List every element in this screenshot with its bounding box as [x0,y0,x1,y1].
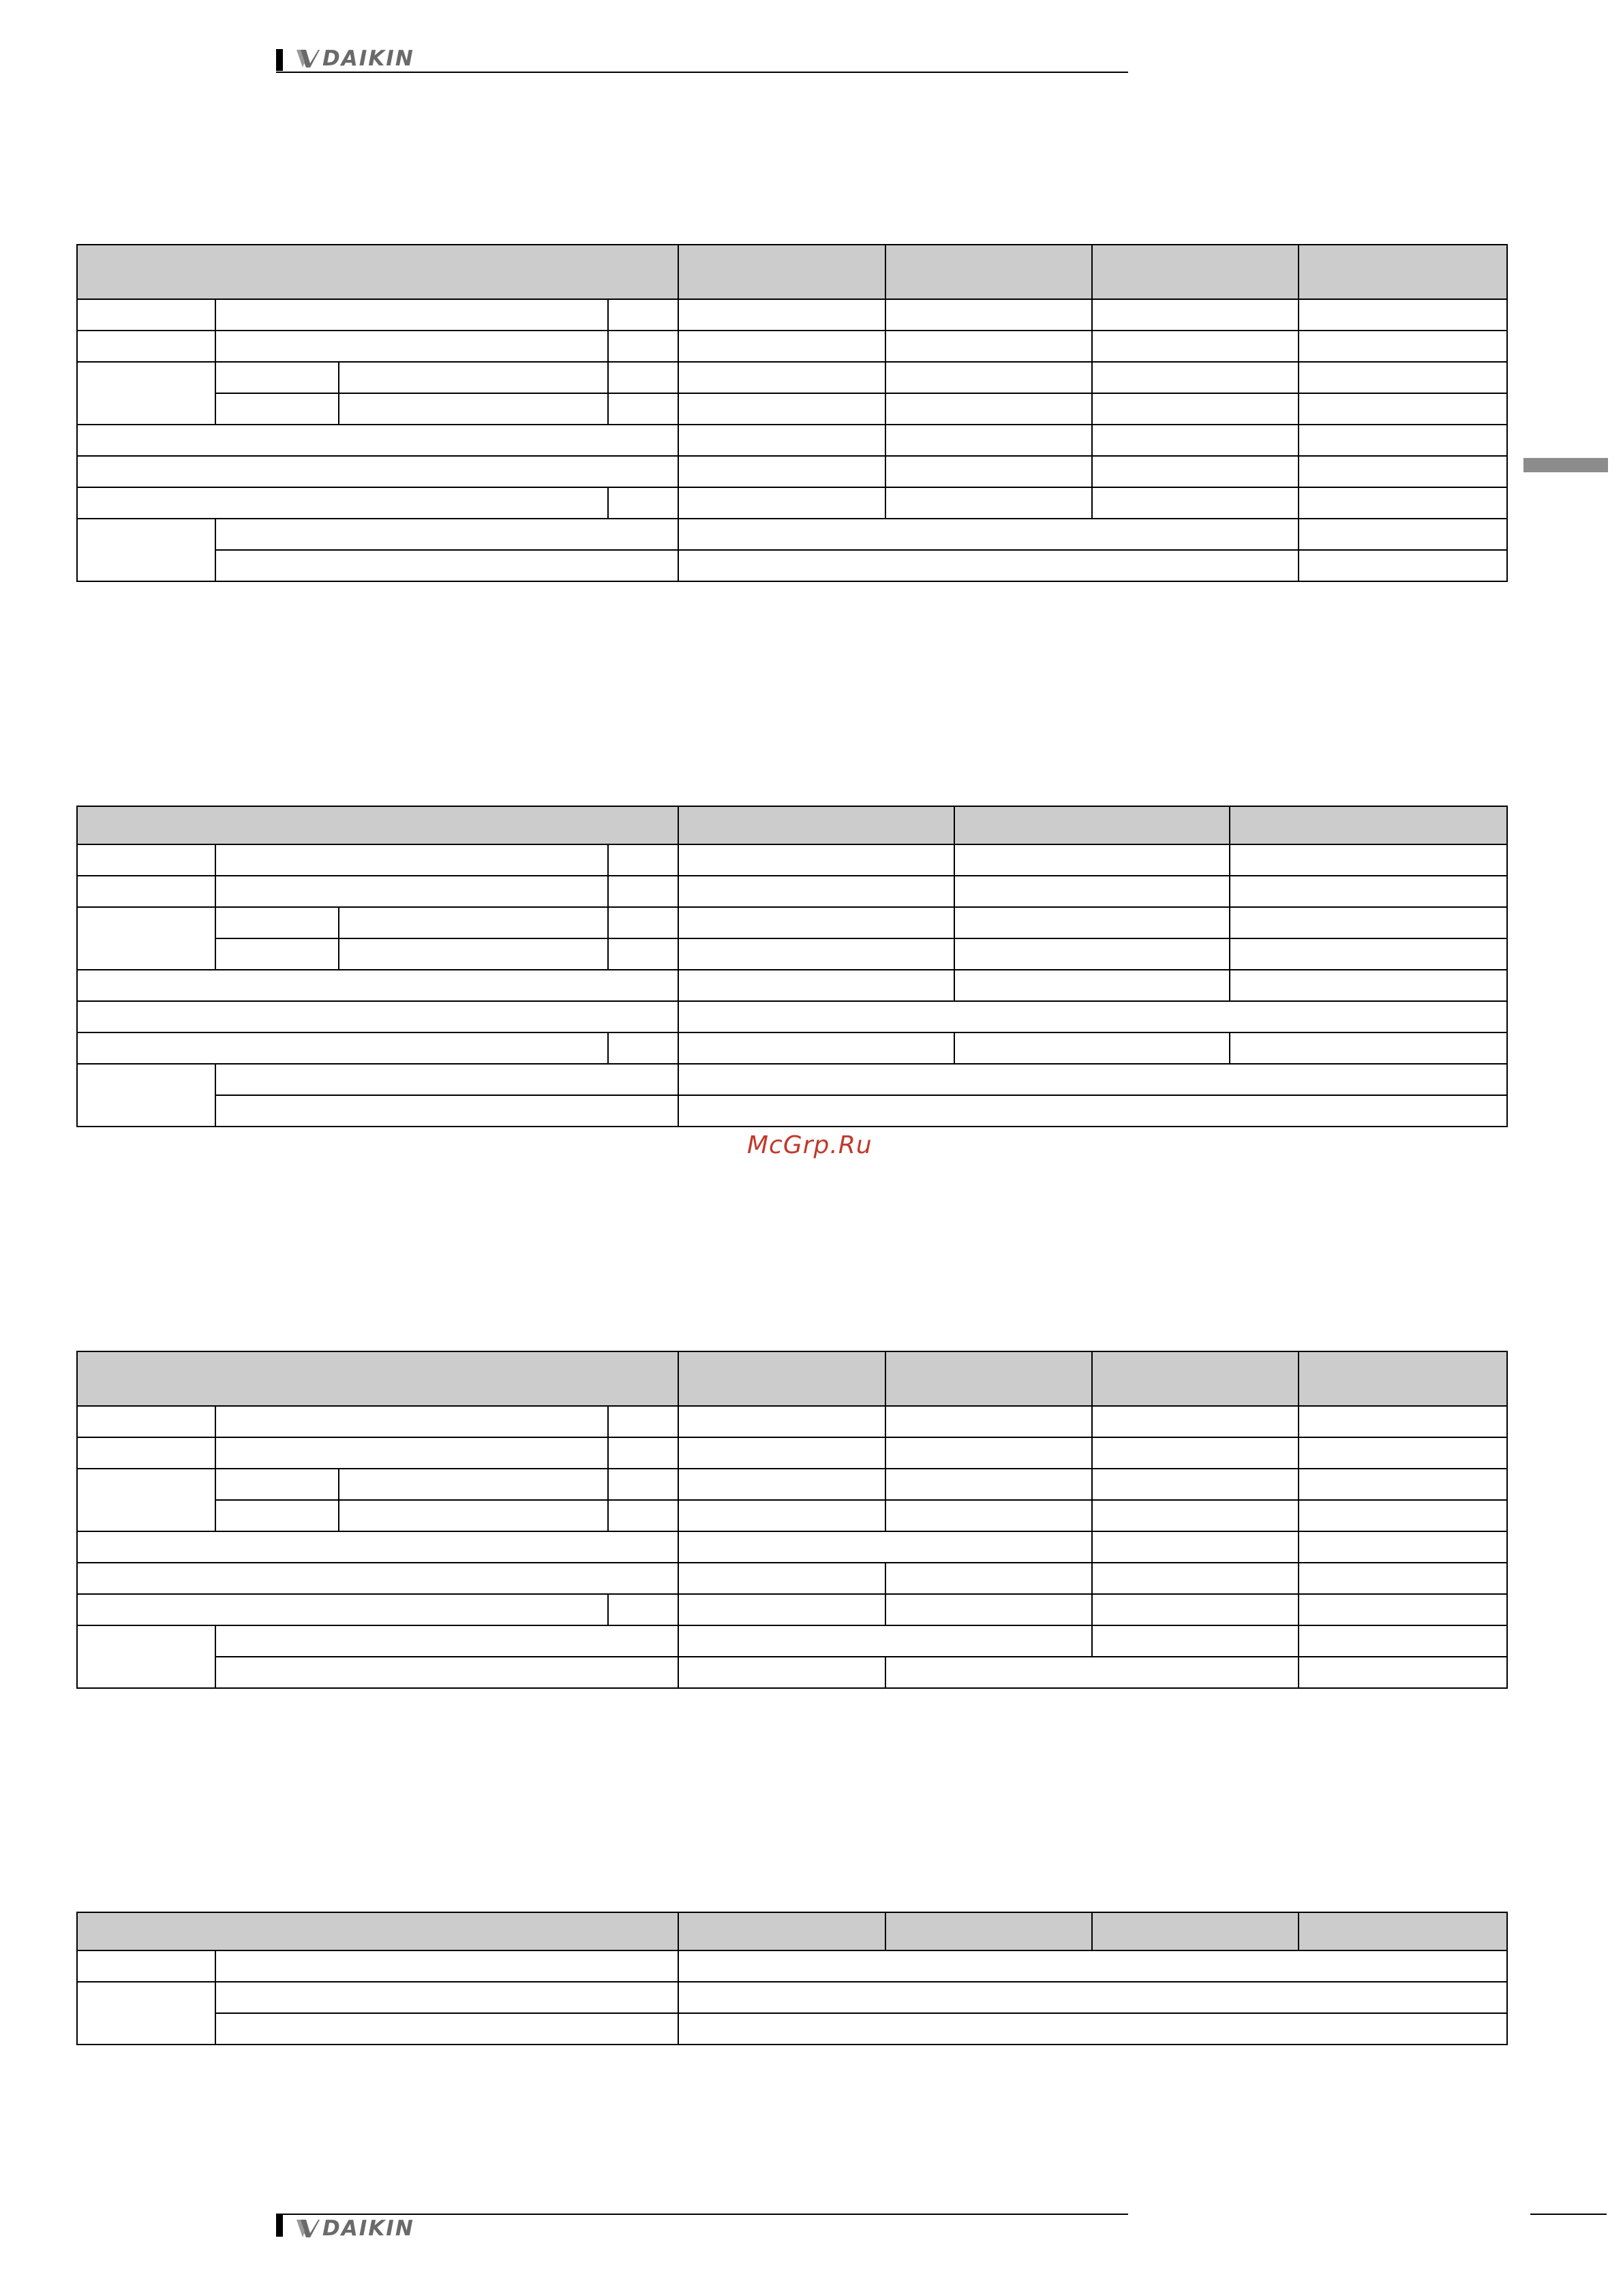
table-cell [678,456,885,487]
table-cell [1092,1351,1299,1406]
table-cell [885,1500,1092,1531]
daikin-logo-mark-icon [297,2218,320,2239]
table-cell [1092,1406,1299,1437]
table-header-row [77,1912,1507,1950]
table-cell [215,1406,608,1437]
table-cell [215,362,339,393]
table-cell [215,2013,678,2045]
table-cell [678,2013,1507,2045]
spec-table-3 [76,1351,1508,1689]
table-cell [885,1437,1092,1469]
table-row [77,1982,1507,2013]
table-row [77,2013,1507,2045]
table-cell [339,393,608,425]
table-row [77,299,1507,331]
table-cell [215,1095,678,1127]
table-cell [77,1437,215,1469]
table-cell [678,425,885,456]
table-cell [678,519,1299,550]
table-cell [1299,550,1507,581]
table-cell [608,1032,678,1064]
table-cell [954,970,1230,1001]
watermark-text: McGrp.Ru [747,1131,873,1159]
table-cell [608,876,678,907]
table-cell [1230,907,1507,938]
table-cell [215,393,339,425]
table-cell [77,1531,678,1563]
table-cell [678,1982,1507,2013]
table-cell [215,938,339,970]
table-cell [885,1912,1092,1950]
page-header [276,46,1128,75]
table-cell [954,876,1230,907]
table-cell [1092,1500,1299,1531]
table-cell [339,362,608,393]
table-cell [1299,245,1507,299]
table-cell [215,519,678,550]
table-cell [678,362,885,393]
table-cell [215,331,608,362]
table-cell [885,1657,1299,1688]
table-cell [678,806,954,844]
table-cell [608,1594,678,1625]
table-cell [608,1437,678,1469]
table-cell [678,1594,885,1625]
table-cell [215,1657,678,1688]
table-cell [339,1500,608,1531]
table-cell [678,1469,885,1500]
table-cell [608,299,678,331]
table-cell [77,844,215,876]
table-cell [1230,806,1507,844]
table-cell [1299,1469,1507,1500]
table-cell [1092,1531,1299,1563]
table-cell [1299,456,1507,487]
table-cell [77,299,215,331]
table-cell [1092,331,1299,362]
table-row [77,362,1507,393]
table-cell [77,1469,215,1531]
table-row [77,970,1507,1001]
table-cell [339,938,608,970]
table-cell [77,1032,608,1064]
table-cell [608,331,678,362]
spec-table-4 [76,1912,1508,2045]
table-cell [77,1064,215,1127]
table-row [77,1032,1507,1064]
table-row [77,425,1507,456]
footer-bar [276,2215,283,2237]
table-row [77,1625,1507,1657]
table-cell [215,1064,678,1095]
table-cell [1299,393,1507,425]
table-row [77,1657,1507,1688]
table-cell [1299,299,1507,331]
table-cell [678,1064,1507,1095]
table-cell [678,907,954,938]
table-cell [1092,1594,1299,1625]
table-cell [678,1531,1092,1563]
table-cell [1092,1912,1299,1950]
table-cell [678,1500,885,1531]
table-cell [1092,299,1299,331]
table-cell [608,362,678,393]
table-cell [215,1469,339,1500]
table-header-row [77,245,1507,299]
table-cell [77,456,678,487]
table-cell [215,550,678,581]
table-cell [1299,362,1507,393]
table-cell [1230,970,1507,1001]
table-cell [954,907,1230,938]
table-cell [885,1563,1092,1594]
table-cell [608,393,678,425]
table-row [77,1064,1507,1095]
daikin-logo [297,46,414,71]
table-cell [608,907,678,938]
table-cell [77,331,215,362]
daikin-logo-text: DAIKIN [322,46,414,71]
table-cell [678,844,954,876]
table-cell [678,970,954,1001]
table-cell [1092,456,1299,487]
table-cell [1299,1625,1507,1657]
table-cell [678,1563,885,1594]
spec-table-1 [76,244,1508,582]
daikin-logo-text: DAIKIN [322,2216,414,2241]
table-cell [215,299,608,331]
table-cell [678,1351,885,1406]
table-cell [885,1406,1092,1437]
table-cell [885,362,1092,393]
table-cell [77,487,608,519]
table-cell [954,806,1230,844]
table-cell [885,1469,1092,1500]
table-row [77,331,1507,362]
table-cell [678,1032,954,1064]
table-cell [1299,1351,1507,1406]
table-cell [215,1982,678,2013]
table-cell [1092,1625,1299,1657]
table-row [77,1001,1507,1032]
table-cell [1299,1437,1507,1469]
table-cell [1092,425,1299,456]
table-row [77,907,1507,938]
table-cell [215,876,608,907]
table-row [77,393,1507,425]
table-cell [678,331,885,362]
daikin-logo-mark-icon [297,48,320,69]
table-cell [678,1437,885,1469]
table-cell [885,487,1092,519]
table-cell [1299,425,1507,456]
table-cell [1299,1912,1507,1950]
table-cell [608,844,678,876]
table-cell [1092,1469,1299,1500]
table-cell [678,299,885,331]
table-cell [678,1406,885,1437]
table-header-row [77,806,1507,844]
table-cell [1299,1657,1507,1688]
table-cell [1092,1563,1299,1594]
table-cell [1230,1032,1507,1064]
table-cell [678,876,954,907]
table-cell [77,907,215,970]
table-cell [215,844,608,876]
table-cell [678,1912,885,1950]
table-row [77,1594,1507,1625]
page-footer [276,2214,1128,2242]
table-row [77,1531,1507,1563]
table-cell [77,1625,215,1688]
table-cell [1092,393,1299,425]
table-cell [1299,331,1507,362]
table-cell [954,1032,1230,1064]
table-cell [678,1950,1507,1982]
table-cell [1230,876,1507,907]
table-cell [885,245,1092,299]
table-cell [885,299,1092,331]
table-cell [215,1437,608,1469]
table-cell [77,1594,608,1625]
table-cell [1299,1500,1507,1531]
table-row [77,1563,1507,1594]
table-cell [885,393,1092,425]
table-cell [1299,1563,1507,1594]
table-cell [1092,487,1299,519]
table-row [77,1095,1507,1127]
table-cell [77,876,215,907]
table-cell [885,425,1092,456]
table-row [77,519,1507,550]
table-cell [77,1563,678,1594]
table-cell [1299,519,1507,550]
table-cell [608,938,678,970]
table-cell [885,456,1092,487]
table-row [77,1469,1507,1500]
daikin-logo [297,2216,414,2241]
table-cell [215,907,339,938]
table-cell [77,425,678,456]
table-cell [1299,1406,1507,1437]
table-cell [77,806,678,844]
table-cell [1230,938,1507,970]
table-row [77,456,1507,487]
table-cell [608,1500,678,1531]
table-row [77,876,1507,907]
table-cell [1299,1531,1507,1563]
header-rule [276,72,1128,73]
table-cell [77,1406,215,1437]
table-cell [885,1351,1092,1406]
section-tab-marker [1523,458,1608,472]
table-cell [77,362,215,425]
table-row [77,1406,1507,1437]
table-cell [1299,487,1507,519]
table-cell [608,1406,678,1437]
header-bar [276,49,283,71]
page-number-rule [1530,2214,1607,2215]
table-cell [678,393,885,425]
table-cell [678,1001,1507,1032]
table-row [77,938,1507,970]
table-cell [954,844,1230,876]
table-cell [885,331,1092,362]
table-row [77,550,1507,581]
table-cell [608,487,678,519]
table-cell [1299,1594,1507,1625]
footer-rule [276,2214,1128,2215]
table-cell [678,1657,885,1688]
table-cell [77,1351,678,1406]
table-cell [885,1594,1092,1625]
table-row [77,1437,1507,1469]
table-row [77,487,1507,519]
table-cell [1230,844,1507,876]
table-cell [678,1095,1507,1127]
table-cell [1092,1437,1299,1469]
table-cell [678,245,885,299]
table-cell [77,519,215,581]
table-cell [215,1625,678,1657]
table-row [77,1500,1507,1531]
spec-table-2 [76,806,1508,1127]
table-cell [77,1001,678,1032]
table-cell [678,1625,1092,1657]
table-cell [608,1469,678,1500]
table-cell [215,1950,678,1982]
table-row [77,844,1507,876]
table-row [77,1950,1507,1982]
table-cell [678,938,954,970]
table-header-row [77,1351,1507,1406]
table-cell [77,1912,678,1950]
table-cell [678,487,885,519]
table-cell [1092,362,1299,393]
table-cell [339,907,608,938]
table-cell [1092,245,1299,299]
table-cell [77,970,678,1001]
table-cell [77,245,678,299]
table-cell [954,938,1230,970]
table-cell [678,550,1299,581]
table-cell [77,1950,215,1982]
table-cell [215,1500,339,1531]
table-cell [77,1982,215,2045]
table-cell [339,1469,608,1500]
